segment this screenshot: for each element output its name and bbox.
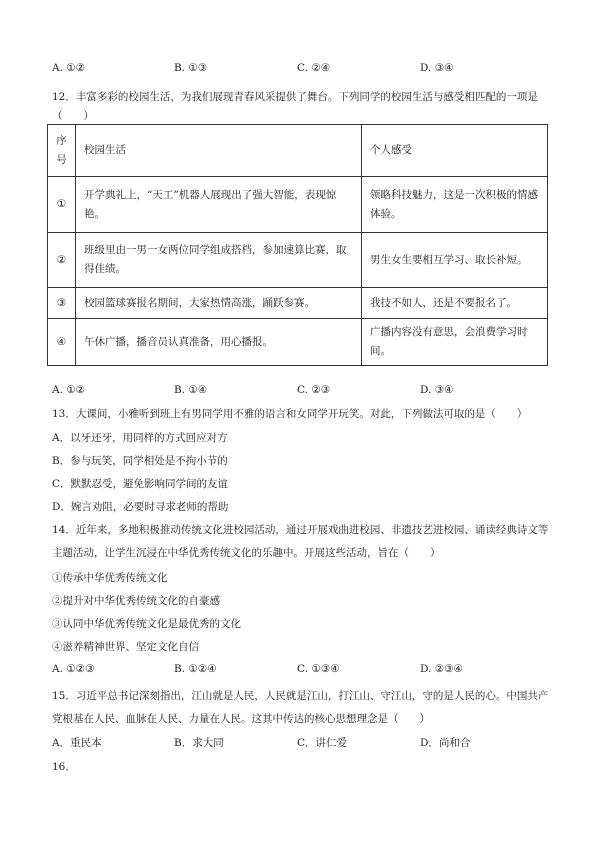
q15-stem-line2: 党根基在人民、血脉在人民、力量在人民。这其中传达的核心思想理念是（ ） [52, 713, 430, 725]
q12-option-c: C. ②③ [297, 384, 331, 396]
q13-option-c: C．默默忍受，避免影响同学间的友谊 [52, 478, 229, 490]
q15-option-b: B．求大同 [174, 737, 224, 749]
header-num: 序号 [48, 125, 76, 177]
row-life: 午休广播，播音员认真准备，用心播报。 [76, 319, 362, 366]
q12-stem-line1: 12．丰富多彩的校园生活，为我们展现青春风采提供了舞台。下列同学的校园生活与感受相匹配的一项是 [52, 91, 538, 103]
q14-option-a: A. ①②③ [52, 663, 95, 675]
q13-option-d: D．婉言劝阻，必要时寻求老师的帮助 [52, 501, 229, 513]
q14-options [52, 663, 552, 677]
table-row [48, 288, 548, 319]
q15-option-a: A．重民本 [52, 737, 102, 749]
q15-option-c: C．讲仁爱 [297, 737, 348, 749]
table-header-row [48, 125, 548, 177]
q11-option-c: C. ②④ [297, 62, 331, 74]
q14-item-1: ①传承中华优秀传统文化 [52, 572, 168, 584]
campus-life-table [47, 124, 548, 366]
q14-option-b: B. ①②④ [174, 663, 217, 675]
q15-options [52, 735, 552, 749]
q13-stem: 13．大课间，小雅听到班上有男同学用不雅的语言和女同学开玩笑。对此，下列做法可取的是（ ） [52, 408, 528, 420]
row-feeling: 男生女生要相互学习、取长补短。 [362, 233, 548, 288]
q13-option-a: A．以牙还牙，用同样的方式回应对方 [52, 432, 228, 444]
q14-option-c: C. ①③④ [297, 663, 340, 675]
q11-option-d: D. ③④ [420, 62, 454, 74]
row-life: 开学典礼上，“天工”机器人展现出了强大智能，表现惊艳。 [76, 177, 362, 233]
q16-label: 16． [52, 761, 76, 773]
q11-options [52, 62, 552, 76]
table-row [48, 233, 548, 288]
q12-stem-line2: （ ） [52, 110, 94, 122]
header-feeling: 个人感受 [362, 125, 548, 177]
q14-option-d: D. ②③④ [420, 663, 463, 675]
q14-item-4: ④滋养精神世界、坚定文化自信 [52, 641, 199, 653]
row-life: 校园篮球赛报名期间，大家热情高涨，踊跃参赛。 [76, 288, 362, 319]
q12-option-a: A. ①② [52, 384, 86, 396]
table-row [48, 177, 548, 233]
q15-stem-line1: 15．习近平总书记深刻指出，江山就是人民，人民就是江山，打江山、守江山，守的是人民的心。中国共产 [52, 690, 549, 702]
header-life: 校园生活 [76, 125, 362, 177]
q14-stem-line2: 主题活动，让学生沉浸在中华优秀传统文化的乐趣中。开展这些活动，旨在（ ） [52, 547, 441, 559]
q15-option-d: D．尚和合 [420, 737, 471, 749]
row-feeling: 我技不如人，还是不要报名了。 [362, 288, 548, 319]
row-num: ③ [48, 288, 76, 319]
q12-option-b: B. ①④ [174, 384, 208, 396]
q12-options [52, 384, 552, 398]
row-feeling: 广播内容没有意思，会浪费学习时间。 [362, 319, 548, 366]
q14-stem-line1: 14．近年来，多地积极推动传统文化进校园活动，通过开展戏曲进校园、非遗技艺进校园、诵读经典诗文等 [52, 524, 549, 536]
table-row [48, 319, 548, 366]
q11-option-a: A. ①② [52, 62, 86, 74]
row-num: ① [48, 177, 76, 233]
row-feeling: 领略科技魅力，这是一次积极的情感体验。 [362, 177, 548, 233]
row-num: ④ [48, 319, 76, 366]
row-num: ② [48, 233, 76, 288]
q12-option-d: D. ③④ [420, 384, 454, 396]
q14-item-3: ③认同中华优秀传统文化是最优秀的文化 [52, 618, 241, 630]
q11-option-b: B. ①③ [174, 62, 208, 74]
q13-option-b: B．参与玩笑，同学相处是不拘小节的 [52, 455, 228, 467]
row-life: 班级里由一男一女两位同学组成搭档，参加速算比赛，取得佳绩。 [76, 233, 362, 288]
q14-item-2: ②提升对中华优秀传统文化的自豪感 [52, 595, 220, 607]
